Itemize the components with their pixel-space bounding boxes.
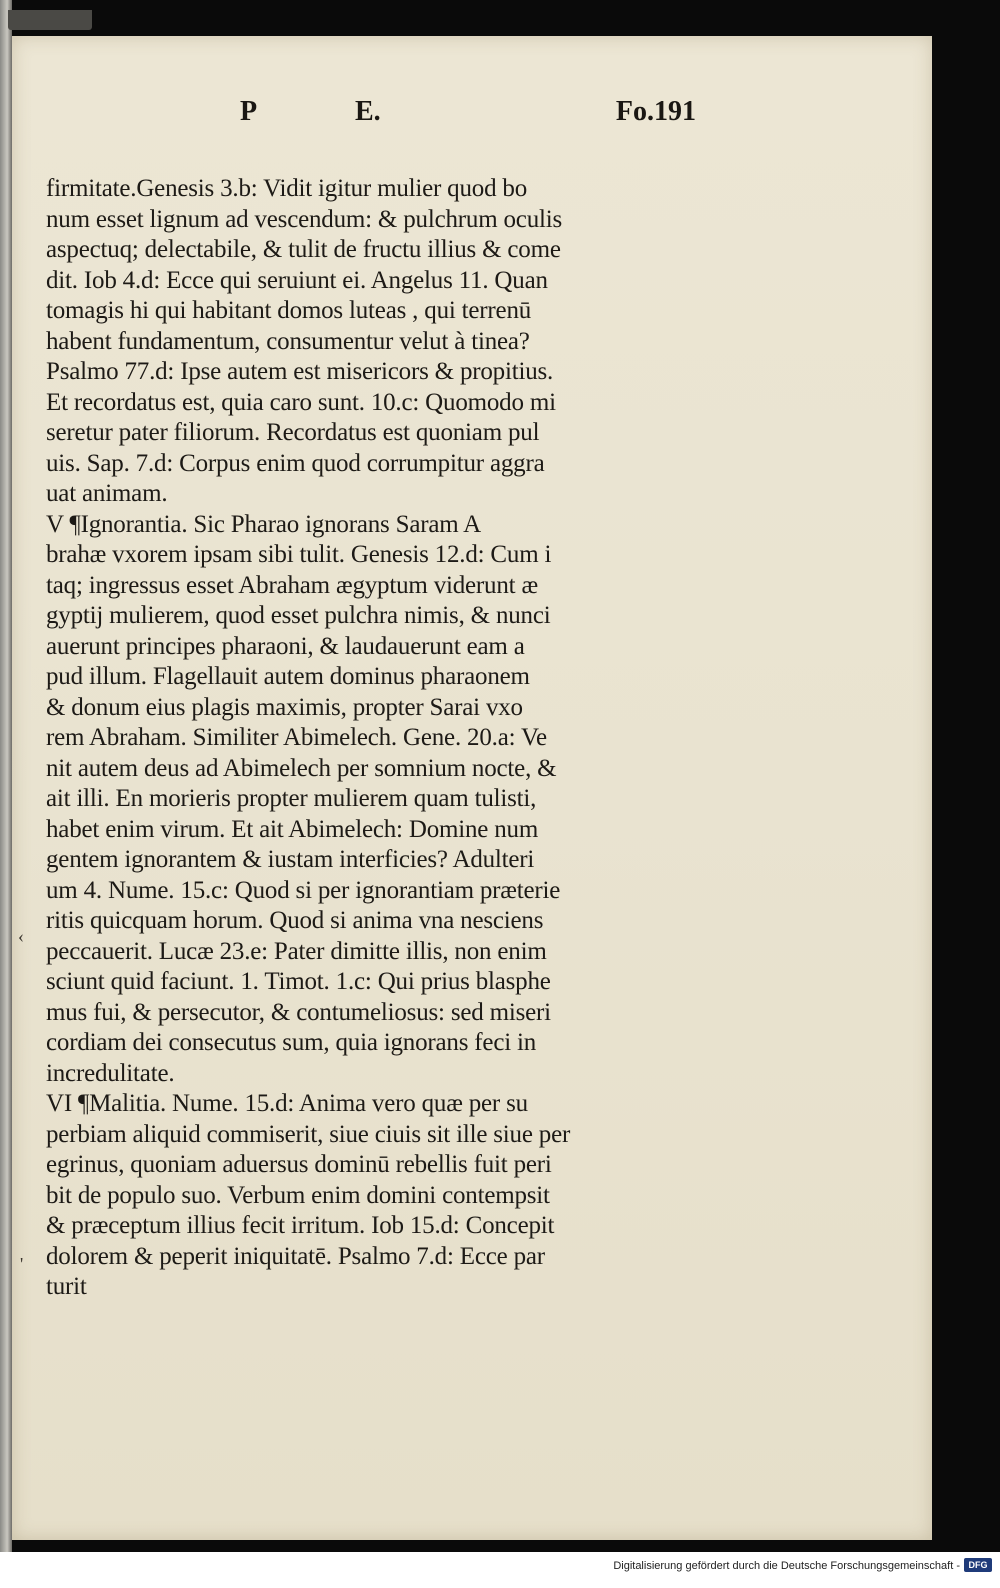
text-line: sciunt quid faciunt. 1. Timot. 1.c: Qui prius blasphe	[46, 968, 551, 995]
text-line: peccauerit. Lucæ 23.e: Pater dimitte illis, non enim	[46, 937, 547, 965]
text-line: firmitate.Genesis 3.b: Vidit igitur mulier quod bo	[46, 175, 528, 202]
text-line: tomagis hi qui habitant domos luteas , qui terrenū	[46, 297, 532, 324]
folio-number: Fo.191	[615, 96, 696, 127]
text-line: dit. Iob 4.d: Ecce qui seruiunt ei. Angelus 11. Quan	[46, 266, 548, 294]
text-line: bit de populo suo. Verbum enim domini contempsit	[46, 1181, 550, 1209]
text-line: pud illum. Flagellauit autem dominus pharaonem	[46, 663, 530, 690]
text-line: & præceptum illius fecit irritum. Iob 15.d: Concepit	[46, 1212, 555, 1239]
text-line: gentem ignorantem & iustam interficies? Adulteri	[46, 846, 535, 873]
text-line: incredulitate.	[46, 1059, 175, 1087]
text-line: num esset lignum ad vescendum: & pulchrum oculis	[46, 205, 563, 233]
footer-credit: Digitalisierung gefördert durch die Deutsche Forschungsgemeinschaft -	[613, 1560, 960, 1572]
margin-mark: ‹	[18, 926, 24, 946]
text-line: nit autem deus ad Abimelech per somnium nocte, &	[46, 754, 557, 782]
dfg-logo: DFG	[964, 1558, 992, 1572]
text-line: egrinus, quoniam aduersus dominū rebellis fuit peri	[46, 1151, 552, 1178]
text-line: rem Abraham. Similiter Abimelech. Gene. 20.a: Ve	[46, 724, 547, 751]
text-line: taq; ingressus esset Abraham ægyptum viderunt æ	[46, 571, 538, 599]
text-line: Et recordatus est, quia caro sunt. 10.c: Quomodo mi	[46, 388, 556, 416]
body-text	[46, 174, 706, 1303]
text-line: & donum eius plagis maximis, propter Sarai vxo	[46, 693, 523, 721]
text-line: V ¶Ignorantia. Sic Pharao ignorans Saram A	[46, 510, 482, 538]
text-line: cordiam dei consecutus sum, quia ignorans feci in	[46, 1029, 537, 1056]
book-spine-edge	[0, 0, 12, 1560]
page-header	[50, 96, 700, 136]
text-line: brahæ vxorem ipsam sibi tulit. Genesis 12.d: Cum i	[46, 541, 552, 568]
text-line: turit	[46, 1273, 87, 1300]
text-line: auerunt principes pharaoni, & laudauerunt eam a	[46, 632, 525, 660]
footer-bar	[0, 1552, 1000, 1588]
text-line: Psalmo 77.d: Ipse autem est misericors & propitius.	[46, 358, 554, 385]
text-line: perbiam aliquid commiserit, siue ciuis sit ille siue per	[46, 1120, 571, 1148]
text-line: gyptij mulierem, quod esset pulchra nimis, & nunci	[46, 602, 551, 629]
margin-mark: '	[20, 1254, 24, 1274]
text-line: seretur pater filiorum. Recordatus est quoniam pul	[46, 419, 540, 446]
text-line: uat animam.	[46, 480, 168, 507]
header-letter-p: P	[240, 96, 258, 127]
text-line: ait illi. En morieris propter mulierem quam tulisti,	[46, 785, 537, 812]
text-line: um 4. Nume. 15.c: Quod si per ignorantiam præterie	[46, 876, 561, 904]
page-tab	[8, 10, 92, 30]
text-line: aspectuq; delectabile, & tulit de fructu illius & come	[46, 236, 561, 263]
text-line: uis. Sap. 7.d: Corpus enim quod corrumpitur aggra	[46, 449, 545, 477]
text-line: VI ¶Malitia. Nume. 15.d: Anima vero quæ per su	[46, 1090, 528, 1117]
text-line: habent fundamentum, consumentur velut à tinea?	[46, 327, 530, 355]
text-line: mus fui, & persecutor, & contumeliosus: sed miseri	[46, 998, 551, 1026]
header-letter-e: E.	[355, 96, 381, 127]
text-line: ritis quicquam horum. Quod si anima vna nesciens	[46, 907, 544, 934]
text-line: habet enim virum. Et ait Abimelech: Domine num	[46, 815, 539, 843]
text-line: dolorem & peperit iniquitatē. Psalmo 7.d: Ecce par	[46, 1242, 545, 1270]
